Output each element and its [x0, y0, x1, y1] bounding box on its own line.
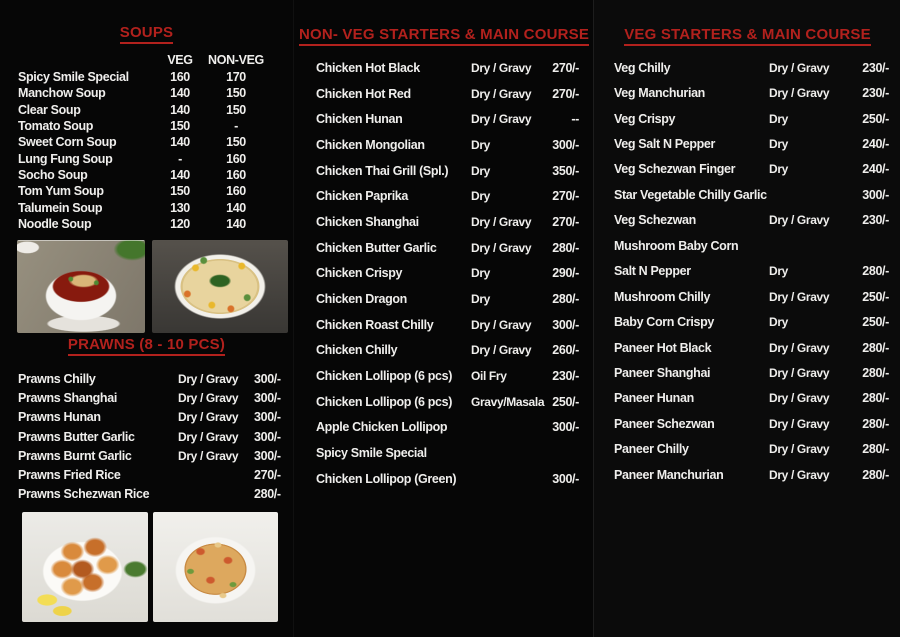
item-mode: Dry / Gravy — [769, 60, 830, 75]
item-name: Paneer Hunan — [614, 391, 694, 406]
item-name: Spicy Smile Special — [18, 70, 129, 85]
item-veg-price: 120 — [170, 216, 190, 231]
item-name: Veg Schezwan — [614, 213, 696, 228]
item-price: 230/- — [862, 213, 889, 228]
veg-item-row — [614, 335, 889, 360]
nonveg-item-row — [316, 338, 579, 364]
nonveg-item-row — [316, 286, 579, 312]
item-veg-price: 140 — [170, 167, 190, 182]
item-price: 300/- — [254, 410, 281, 425]
prawns-section-title — [0, 336, 293, 353]
item-mode: Gravy/Masala — [471, 394, 545, 409]
item-price: 250/- — [862, 111, 889, 126]
item-mode: Dry — [471, 189, 490, 204]
soups-title-text: SOUPS — [120, 24, 174, 44]
veg-section-title — [594, 26, 900, 43]
soups-table — [18, 50, 266, 232]
prawns-item-row — [18, 388, 280, 407]
item-name: Chicken Butter Garlic — [316, 240, 437, 255]
item-price: 300/- — [552, 420, 579, 435]
veg-item-row — [614, 284, 889, 309]
prawns-item-row — [18, 485, 280, 504]
veg-item-row — [614, 462, 889, 487]
item-price: 230/- — [862, 86, 889, 101]
item-name: Paneer Chilly — [614, 442, 689, 457]
item-name: Chicken Crispy — [316, 266, 403, 281]
item-name: Paneer Shanghai — [614, 365, 711, 380]
item-name: Chicken Lollipop (6 pcs) — [316, 394, 453, 409]
item-mode: Dry — [769, 162, 788, 177]
item-name: Mushroom Baby Corn — [614, 238, 739, 253]
veg-item-row — [614, 157, 889, 182]
soup-item-row — [18, 69, 266, 85]
veg-item-row — [614, 259, 889, 284]
prawns-item-row — [18, 446, 280, 465]
item-mode: Dry / Gravy — [178, 429, 239, 444]
item-price: 230/- — [862, 60, 889, 75]
item-mode: Dry / Gravy — [769, 213, 830, 228]
item-name: Chicken Hunan — [316, 112, 403, 127]
item-mode: Dry — [471, 266, 490, 281]
item-price: 280/- — [862, 264, 889, 279]
item-name: Mushroom Chilly — [614, 289, 711, 304]
item-mode: Dry — [471, 163, 490, 178]
soups-prawns-column — [0, 0, 293, 637]
nonveg-item-row — [316, 389, 579, 415]
item-nonveg-price: 140 — [226, 216, 246, 231]
item-veg-price: 140 — [170, 102, 190, 117]
prawns-table — [18, 369, 280, 504]
item-mode: Dry / Gravy — [769, 416, 830, 431]
item-price: 290/- — [552, 266, 579, 281]
item-name: Tomato Soup — [18, 119, 94, 134]
item-price: 300/- — [862, 187, 889, 202]
item-mode: Dry / Gravy — [471, 317, 532, 332]
prawns-item-row — [18, 408, 280, 427]
item-mode: Dry — [769, 111, 788, 126]
item-price: 280/- — [862, 365, 889, 380]
soup-item-row — [18, 85, 266, 101]
item-name: Prawns Shanghai — [18, 390, 117, 405]
soup-item-row — [18, 134, 266, 150]
soup-item-row — [18, 150, 266, 166]
item-price: 280/- — [254, 487, 281, 502]
item-veg-price: - — [178, 151, 182, 166]
nonveg-section-title — [294, 26, 594, 43]
item-price: 270/- — [552, 214, 579, 229]
item-price: 280/- — [552, 292, 579, 307]
manchow-soup-photo — [17, 240, 145, 333]
item-price: 270/- — [552, 86, 579, 101]
item-name: Chicken Thai Grill (Spl.) — [316, 163, 449, 178]
nonveg-item-row — [316, 209, 579, 235]
nonveg-item-row — [316, 132, 579, 158]
veg-item-row — [614, 360, 889, 385]
item-name: Prawns Burnt Garlic — [18, 448, 132, 463]
item-price: 300/- — [552, 471, 579, 486]
item-name: Spicy Smile Special — [316, 446, 427, 461]
item-mode: Dry / Gravy — [471, 60, 532, 75]
veg-title-text: VEG STARTERS & MAIN COURSE — [624, 26, 871, 46]
item-nonveg-price: 150 — [226, 86, 246, 101]
item-name: Apple Chicken Lollipop — [316, 420, 448, 435]
nonveg-item-row — [316, 235, 579, 261]
item-veg-price: 150 — [170, 184, 190, 199]
item-name: Veg Manchurian — [614, 86, 705, 101]
item-price: 250/- — [862, 289, 889, 304]
item-price: 300/- — [254, 371, 281, 386]
item-mode: Dry — [769, 315, 788, 330]
item-name: Chicken Shanghai — [316, 214, 419, 229]
item-mode: Dry / Gravy — [769, 391, 830, 406]
item-price: 300/- — [254, 390, 281, 405]
veg-item-row — [614, 80, 889, 105]
item-mode: Dry / Gravy — [178, 390, 239, 405]
soups-section-title — [0, 24, 293, 41]
nonveg-item-row — [316, 312, 579, 338]
item-name: Tom Yum Soup — [18, 184, 104, 199]
item-name: Paneer Schezwan — [614, 416, 715, 431]
item-price: 270/- — [552, 60, 579, 75]
veg-item-row — [614, 55, 889, 80]
item-nonveg-price: 150 — [226, 135, 246, 150]
item-mode: Dry — [769, 137, 788, 152]
prawns-item-row — [18, 427, 280, 446]
nonveg-column — [293, 0, 594, 637]
item-veg-price: 150 — [170, 119, 190, 134]
nonveg-title-text: NON- VEG STARTERS & MAIN COURSE — [299, 26, 589, 46]
item-mode: Dry / Gravy — [471, 112, 532, 127]
prawns-title-text: PRAWNS (8 - 10 PCS) — [68, 336, 225, 356]
item-name: Prawns Fried Rice — [18, 468, 121, 483]
item-mode: Dry / Gravy — [178, 410, 239, 425]
soup-item-row — [18, 183, 266, 199]
item-price: 250/- — [552, 394, 579, 409]
veg-item-row — [614, 208, 889, 233]
nonveg-item-row — [316, 415, 579, 441]
nonveg-item-row — [316, 363, 579, 389]
item-mode: Dry / Gravy — [769, 467, 830, 482]
item-name: Veg Salt N Pepper — [614, 137, 716, 152]
item-mode: Dry / Gravy — [471, 214, 532, 229]
nonveg-item-row — [316, 106, 579, 132]
veg-item-row — [614, 106, 889, 131]
item-name: Socho Soup — [18, 167, 88, 182]
soup-item-row — [18, 118, 266, 134]
soup-item-row — [18, 216, 266, 232]
item-name: Lung Fung Soup — [18, 151, 113, 166]
nonveg-item-row — [316, 466, 579, 492]
nonveg-item-row — [316, 261, 579, 287]
item-name: Chicken Hot Black — [316, 60, 420, 75]
nonveg-table — [316, 55, 579, 492]
item-price: 300/- — [254, 448, 281, 463]
item-name: Prawns Chilly — [18, 371, 96, 386]
item-name: Chicken Lollipop (6 pcs) — [316, 369, 453, 384]
item-price: 280/- — [552, 240, 579, 255]
item-mode: Dry / Gravy — [471, 240, 532, 255]
prawns-item-row — [18, 465, 280, 484]
item-mode: Dry / Gravy — [178, 448, 239, 463]
item-name: Chicken Paprika — [316, 189, 409, 204]
veg-item-row — [614, 437, 889, 462]
item-nonveg-price: - — [234, 119, 238, 134]
nonveg-item-row — [316, 440, 579, 466]
item-name: Chicken Hot Red — [316, 86, 411, 101]
item-name: Salt N Pepper — [614, 264, 691, 279]
veg-column — [593, 0, 900, 637]
item-name: Clear Soup — [18, 102, 81, 117]
item-nonveg-price: 140 — [226, 200, 246, 215]
prawns-platter-photo — [22, 512, 148, 622]
item-price: 230/- — [552, 369, 579, 384]
item-mode: Dry / Gravy — [769, 289, 830, 304]
prawns-fried-rice-photo — [153, 512, 278, 622]
item-nonveg-price: 160 — [226, 184, 246, 199]
item-nonveg-price: 170 — [226, 70, 246, 85]
item-mode: Dry / Gravy — [471, 343, 532, 358]
veg-item-row — [614, 131, 889, 156]
soup-item-row — [18, 199, 266, 215]
item-name: Paneer Manchurian — [614, 467, 724, 482]
nonveg-item-row — [316, 81, 579, 107]
veg-item-row — [614, 233, 889, 258]
item-name: Star Vegetable Chilly Garlic — [614, 187, 767, 202]
nonveg-column-header: NON-VEG — [208, 52, 264, 67]
item-name: Prawns Butter Garlic — [18, 429, 135, 444]
item-name: Manchow Soup — [18, 86, 106, 101]
item-mode: Dry / Gravy — [178, 371, 239, 386]
item-price: 280/- — [862, 391, 889, 406]
item-name: Prawns Schezwan Rice — [18, 487, 150, 502]
item-name: Chicken Chilly — [316, 343, 398, 358]
nonveg-item-row — [316, 55, 579, 81]
prawns-item-row — [18, 369, 280, 388]
item-name: Veg Schezwan Finger — [614, 162, 736, 177]
item-price: -- — [571, 112, 579, 127]
nonveg-item-row — [316, 158, 579, 184]
soup-item-row — [18, 102, 266, 118]
item-name: Chicken Lollipop (Green) — [316, 471, 457, 486]
veg-item-row — [614, 182, 889, 207]
item-veg-price: 130 — [170, 200, 190, 215]
item-price: 270/- — [254, 468, 281, 483]
item-price: 280/- — [862, 340, 889, 355]
item-name: Paneer Hot Black — [614, 340, 712, 355]
item-veg-price: 160 — [170, 70, 190, 85]
nonveg-item-row — [316, 183, 579, 209]
item-price: 280/- — [862, 442, 889, 457]
veg-item-row — [614, 411, 889, 436]
item-name: Veg Chilly — [614, 60, 671, 75]
item-mode: Dry / Gravy — [769, 442, 830, 457]
item-name: Chicken Dragon — [316, 292, 407, 307]
item-mode: Dry — [769, 264, 788, 279]
item-name: Sweet Corn Soup — [18, 135, 117, 150]
item-mode: Dry — [471, 292, 490, 307]
item-name: Baby Corn Crispy — [614, 315, 714, 330]
item-price: 300/- — [552, 137, 579, 152]
veg-table — [614, 55, 889, 487]
item-price: 260/- — [552, 343, 579, 358]
item-name: Chicken Mongolian — [316, 137, 425, 152]
item-name: Talumein Soup — [18, 200, 103, 215]
item-price: 350/- — [552, 163, 579, 178]
item-name: Chicken Roast Chilly — [316, 317, 434, 332]
veg-item-row — [614, 309, 889, 334]
item-veg-price: 140 — [170, 86, 190, 101]
item-mode: Dry / Gravy — [769, 340, 830, 355]
soup-item-row — [18, 167, 266, 183]
item-name: Prawns Hunan — [18, 410, 101, 425]
item-price: 250/- — [862, 315, 889, 330]
item-price: 270/- — [552, 189, 579, 204]
item-mode: Oil Fry — [471, 369, 507, 384]
soups-header-row — [18, 50, 266, 69]
item-mode: Dry / Gravy — [769, 86, 830, 101]
item-price: 240/- — [862, 162, 889, 177]
item-price: 280/- — [862, 467, 889, 482]
item-price: 300/- — [254, 429, 281, 444]
item-name: Veg Crispy — [614, 111, 676, 126]
sweet-corn-soup-photo — [152, 240, 288, 333]
item-price: 240/- — [862, 137, 889, 152]
item-nonveg-price: 160 — [226, 167, 246, 182]
item-nonveg-price: 150 — [226, 102, 246, 117]
item-price: 280/- — [862, 416, 889, 431]
item-mode: Dry / Gravy — [471, 86, 532, 101]
item-mode: Dry — [471, 137, 490, 152]
veg-column-header: VEG — [167, 52, 193, 67]
item-price: 300/- — [552, 317, 579, 332]
item-mode: Dry / Gravy — [769, 365, 830, 380]
item-veg-price: 140 — [170, 135, 190, 150]
item-nonveg-price: 160 — [226, 151, 246, 166]
veg-item-row — [614, 386, 889, 411]
item-name: Noodle Soup — [18, 216, 92, 231]
